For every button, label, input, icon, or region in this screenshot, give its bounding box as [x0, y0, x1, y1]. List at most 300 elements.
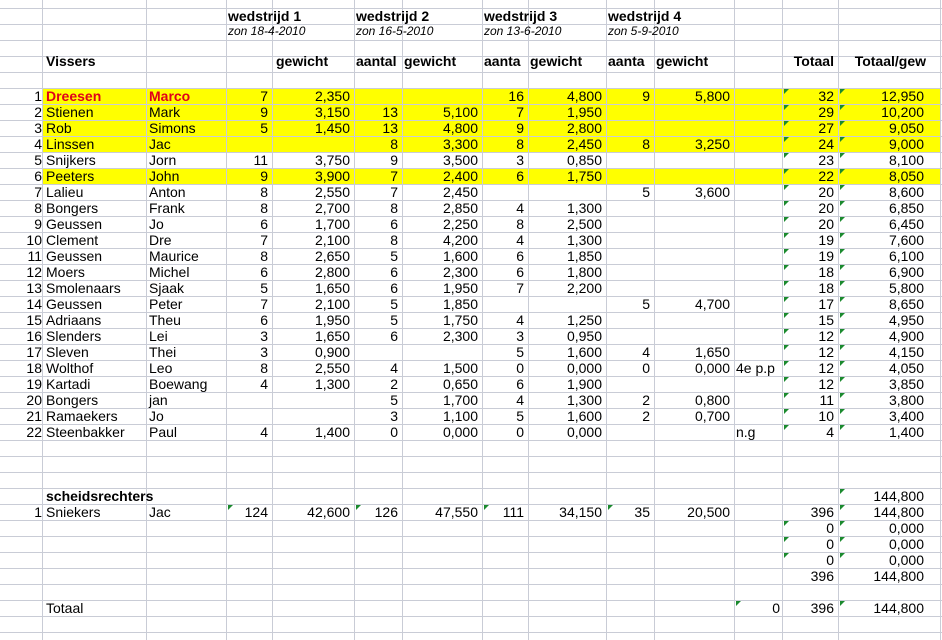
cell-g4[interactable] [654, 280, 730, 296]
cell-note[interactable] [736, 136, 782, 152]
cell-a2[interactable] [354, 344, 398, 360]
cell-totgew[interactable]: 5,800 [888, 280, 924, 296]
cell-first[interactable]: Dre [149, 232, 172, 248]
cell-a1[interactable]: 3 [260, 344, 268, 360]
cell-g3[interactable]: 2,450 [566, 136, 602, 152]
cell-a3[interactable]: 6 [516, 376, 524, 392]
cell-g2[interactable]: 1,100 [442, 408, 478, 424]
cell-g4[interactable] [654, 200, 730, 216]
cell-g3[interactable]: 1,600 [566, 408, 602, 424]
cell-a1[interactable]: 9 [260, 104, 268, 120]
cell-g3[interactable]: 34,150 [559, 504, 602, 520]
cell-nr[interactable]: 16 [26, 328, 42, 344]
weight-header-4[interactable]: gewicht [656, 53, 709, 69]
cell-g3[interactable]: 2,800 [566, 120, 602, 136]
cell-nr[interactable] [0, 520, 42, 536]
cell-g4[interactable]: 1,650 [694, 344, 730, 360]
match-3-title[interactable]: wedstrijd 3 [484, 8, 558, 24]
cell-a2[interactable]: 5 [390, 392, 398, 408]
cell-first[interactable]: Peter [149, 296, 183, 312]
cell-last[interactable]: Adriaans [46, 312, 102, 328]
cell-g3[interactable]: 1,300 [566, 200, 602, 216]
cell-totgew[interactable]: 0,000 [888, 552, 924, 568]
cell-note[interactable] [736, 344, 782, 360]
cell-tot[interactable]: 19 [818, 232, 834, 248]
cell-a2[interactable]: 5 [390, 296, 398, 312]
cell-a4[interactable] [606, 120, 650, 136]
cell-nr[interactable]: 3 [34, 120, 42, 136]
cell-a1[interactable] [226, 136, 268, 152]
cell-g2[interactable]: 47,550 [435, 504, 478, 520]
cell-totgew[interactable]: 0,000 [888, 536, 924, 552]
cell-first[interactable]: Leo [149, 360, 173, 376]
cell-a3[interactable]: 3 [516, 328, 524, 344]
cell-a2[interactable]: 5 [390, 248, 398, 264]
cell-note[interactable] [736, 264, 782, 280]
cell-totgew[interactable]: 3,800 [888, 392, 924, 408]
cell-nr[interactable] [0, 536, 42, 552]
cell-g3[interactable]: 4,800 [566, 88, 602, 104]
cell-tot[interactable]: 17 [818, 296, 834, 312]
cell-g4[interactable] [654, 552, 730, 568]
cell-g1[interactable] [272, 408, 350, 424]
cell-tot[interactable]: 12 [818, 344, 834, 360]
cell-note[interactable] [736, 232, 782, 248]
cell-tot[interactable]: 0 [826, 520, 834, 536]
cell-tot[interactable]: 24 [818, 136, 834, 152]
cell-g2[interactable] [402, 552, 478, 568]
cell-g2[interactable]: 3,300 [442, 136, 478, 152]
cell-tot[interactable]: 0 [826, 536, 834, 552]
cell-note[interactable] [736, 104, 782, 120]
cell-a2[interactable]: 9 [390, 152, 398, 168]
count-header-2[interactable]: aantal [356, 53, 397, 69]
cell-first[interactable]: Jac [149, 136, 171, 152]
cell-a2[interactable]: 8 [390, 232, 398, 248]
cell-nr[interactable]: 15 [26, 312, 42, 328]
count-header-3[interactable]: aanta [484, 53, 521, 69]
cell-note[interactable] [736, 376, 782, 392]
cell-first[interactable]: Marco [149, 88, 191, 104]
cell-a4[interactable]: 5 [642, 296, 650, 312]
cell-a4[interactable]: 5 [642, 184, 650, 200]
cell-first[interactable]: Mark [149, 104, 181, 120]
cell-nr[interactable]: 18 [26, 360, 42, 376]
cell-g2[interactable]: 2,300 [442, 264, 478, 280]
match-4-date[interactable]: zon 5-9-2010 [608, 24, 679, 38]
cell-a3[interactable] [482, 536, 524, 552]
cell-g3[interactable]: 0,000 [566, 360, 602, 376]
cell-last[interactable]: Snijkers [46, 152, 96, 168]
cell-a4[interactable] [606, 216, 650, 232]
cell-a1[interactable] [226, 552, 268, 568]
grand-total-label[interactable]: Totaal [46, 600, 84, 616]
cell-last[interactable]: Stienen [46, 104, 94, 120]
cell-a2[interactable]: 4 [390, 360, 398, 376]
cell-nr[interactable]: 20 [26, 392, 42, 408]
cell-totgew[interactable]: 4,950 [888, 312, 924, 328]
cell-last[interactable]: Linssen [46, 136, 95, 152]
cell-g3[interactable] [528, 296, 602, 312]
cell-last[interactable]: Smolenaars [46, 280, 121, 296]
grand-total-count[interactable]: 396 [810, 600, 834, 616]
cell-a1[interactable]: 7 [260, 88, 268, 104]
cell-g1[interactable]: 2,650 [314, 248, 350, 264]
cell-a2[interactable] [354, 88, 398, 104]
cell-tot[interactable]: 396 [810, 504, 834, 520]
cell-a2[interactable] [354, 552, 398, 568]
cell-a1[interactable]: 8 [260, 200, 268, 216]
cell-first[interactable]: Thei [149, 344, 177, 360]
cell-a1[interactable]: 5 [260, 120, 268, 136]
cell-totgew[interactable]: 8,050 [888, 168, 924, 184]
cell-tot[interactable]: 29 [818, 104, 834, 120]
cell-a4[interactable]: 2 [642, 408, 650, 424]
cell-a2[interactable]: 6 [390, 280, 398, 296]
cell-tot[interactable]: 15 [818, 312, 834, 328]
cell-totgew[interactable]: 1,400 [888, 424, 924, 440]
cell-a3[interactable]: 5 [516, 344, 524, 360]
cell-g2[interactable]: 1,600 [442, 248, 478, 264]
cell-a2[interactable]: 0 [390, 424, 398, 440]
cell-last[interactable]: Lalieu [46, 184, 84, 200]
cell-last[interactable]: Wolthof [46, 360, 94, 376]
cell-totgew[interactable]: 4,900 [888, 328, 924, 344]
cell-a3[interactable]: 8 [516, 216, 524, 232]
cell-first[interactable]: Maurice [149, 248, 199, 264]
cell-g1[interactable]: 1,450 [314, 120, 350, 136]
count-header-4[interactable]: aanta [608, 53, 645, 69]
cell-g3[interactable] [528, 536, 602, 552]
cell-totgew[interactable]: 6,850 [888, 200, 924, 216]
cell-g3[interactable]: 1,750 [566, 168, 602, 184]
cell-g4[interactable]: 3,250 [694, 136, 730, 152]
cell-first[interactable] [149, 552, 226, 568]
cell-g4[interactable] [654, 520, 730, 536]
cell-tot[interactable]: 22 [818, 168, 834, 184]
cell-totgew[interactable]: 6,100 [888, 248, 924, 264]
cell-nr[interactable]: 1 [34, 504, 42, 520]
cell-nr[interactable]: 17 [26, 344, 42, 360]
cell-a2[interactable]: 7 [390, 184, 398, 200]
cell-first[interactable]: John [149, 168, 180, 184]
cell-note[interactable] [736, 168, 782, 184]
cell-a2[interactable]: 2 [390, 376, 398, 392]
cell-a4[interactable]: 0 [642, 360, 650, 376]
cell-g3[interactable]: 0,950 [566, 328, 602, 344]
cell-last[interactable]: Geussen [46, 248, 103, 264]
cell-a3[interactable]: 16 [508, 88, 524, 104]
cell-last[interactable]: Clement [46, 232, 99, 248]
cell-g2[interactable]: 1,850 [442, 296, 478, 312]
cell-g4[interactable] [654, 536, 730, 552]
cell-totgew[interactable]: 12,950 [881, 88, 924, 104]
cell-g4[interactable] [654, 216, 730, 232]
cell-last[interactable]: Bongers [46, 200, 99, 216]
weight-header-1[interactable]: gewicht [276, 53, 329, 69]
cell-totgew[interactable]: 3,850 [888, 376, 924, 392]
cell-a4[interactable]: 9 [642, 88, 650, 104]
cell-g4[interactable]: 20,500 [687, 504, 730, 520]
cell-g3[interactable]: 2,500 [566, 216, 602, 232]
cell-g4[interactable]: 0,700 [694, 408, 730, 424]
grand-total-note-value[interactable]: 0 [772, 600, 780, 616]
cell-g4[interactable] [654, 312, 730, 328]
cell-g4[interactable]: 5,800 [694, 88, 730, 104]
cell-a2[interactable] [354, 536, 398, 552]
cell-g2[interactable]: 2,250 [442, 216, 478, 232]
cell-note[interactable] [736, 392, 782, 408]
cell-a4[interactable] [606, 328, 650, 344]
cell-g1[interactable]: 3,900 [314, 168, 350, 184]
cell-last[interactable]: Dreesen [46, 88, 102, 104]
cell-g2[interactable]: 2,400 [442, 168, 478, 184]
cell-tot[interactable]: 20 [818, 184, 834, 200]
cell-first[interactable]: Jo [149, 408, 164, 424]
cell-g1[interactable]: 2,100 [314, 296, 350, 312]
cell-a4[interactable] [606, 248, 650, 264]
cell-nr[interactable]: 7 [34, 184, 42, 200]
cell-a4[interactable] [606, 536, 650, 552]
cell-a3[interactable]: 111 [502, 504, 524, 520]
cell-a1[interactable] [226, 392, 268, 408]
anglers-header[interactable]: Vissers [46, 53, 96, 69]
cell-last[interactable]: Sniekers [46, 504, 101, 520]
cell-g1[interactable] [272, 136, 350, 152]
cell-a3[interactable]: 8 [516, 136, 524, 152]
cell-a4[interactable] [606, 520, 650, 536]
cell-a3[interactable] [482, 184, 524, 200]
cell-g2[interactable] [402, 344, 478, 360]
cell-last[interactable] [46, 520, 146, 536]
cell-totgew[interactable]: 7,600 [888, 232, 924, 248]
cell-a3[interactable]: 7 [516, 104, 524, 120]
cell-g4[interactable] [654, 232, 730, 248]
referees-subtotal-count[interactable]: 396 [810, 568, 834, 584]
cell-last[interactable]: Ramaekers [46, 408, 118, 424]
cell-a4[interactable] [606, 424, 650, 440]
cell-nr[interactable]: 11 [27, 248, 42, 264]
cell-a3[interactable]: 4 [516, 232, 524, 248]
cell-last[interactable] [46, 552, 146, 568]
cell-a4[interactable]: 4 [642, 344, 650, 360]
cell-g1[interactable]: 3,150 [314, 104, 350, 120]
cell-tot[interactable]: 20 [818, 216, 834, 232]
cell-a1[interactable]: 8 [260, 184, 268, 200]
cell-g3[interactable]: 1,850 [566, 248, 602, 264]
cell-g1[interactable]: 2,100 [314, 232, 350, 248]
cell-a1[interactable]: 9 [260, 168, 268, 184]
cell-a2[interactable]: 8 [390, 136, 398, 152]
cell-g3[interactable]: 1,800 [566, 264, 602, 280]
cell-nr[interactable]: 8 [34, 200, 42, 216]
cell-a1[interactable]: 4 [260, 424, 268, 440]
cell-g2[interactable]: 2,450 [442, 184, 478, 200]
cell-g4[interactable]: 4,700 [694, 296, 730, 312]
cell-a2[interactable]: 5 [390, 312, 398, 328]
cell-note[interactable] [736, 152, 782, 168]
cell-first[interactable]: jan [149, 392, 168, 408]
cell-a3[interactable]: 6 [516, 248, 524, 264]
cell-a4[interactable] [606, 552, 650, 568]
cell-nr[interactable]: 1 [34, 88, 42, 104]
cell-g4[interactable] [654, 424, 730, 440]
cell-totgew[interactable]: 4,150 [888, 344, 924, 360]
cell-a2[interactable]: 6 [390, 328, 398, 344]
cell-g2[interactable]: 2,850 [442, 200, 478, 216]
cell-note[interactable] [736, 200, 782, 216]
cell-tot[interactable]: 19 [818, 248, 834, 264]
cell-note[interactable] [736, 248, 782, 264]
cell-a1[interactable]: 4 [260, 376, 268, 392]
cell-last[interactable]: Peeters [46, 168, 95, 184]
cell-g3[interactable] [528, 184, 602, 200]
cell-tot[interactable]: 11 [819, 392, 834, 408]
cell-a1[interactable]: 124 [244, 504, 268, 520]
cell-g3[interactable] [528, 552, 602, 568]
cell-nr[interactable]: 4 [34, 136, 42, 152]
cell-nr[interactable]: 14 [26, 296, 42, 312]
cell-a1[interactable]: 7 [260, 296, 268, 312]
cell-first[interactable]: Boewang [149, 376, 208, 392]
cell-g3[interactable]: 2,200 [566, 280, 602, 296]
cell-last[interactable]: Kartadi [46, 376, 91, 392]
cell-note[interactable] [736, 184, 782, 200]
cell-totgew[interactable]: 8,600 [888, 184, 924, 200]
cell-a3[interactable] [482, 296, 524, 312]
cell-a1[interactable]: 6 [260, 264, 268, 280]
cell-note[interactable] [736, 216, 782, 232]
cell-g2[interactable]: 2,300 [442, 328, 478, 344]
cell-last[interactable] [46, 536, 146, 552]
cell-g4[interactable] [654, 376, 730, 392]
cell-a4[interactable]: 2 [642, 392, 650, 408]
referees-header[interactable]: scheidsrechters [46, 488, 154, 504]
cell-a1[interactable] [226, 536, 268, 552]
cell-a2[interactable]: 3 [390, 408, 398, 424]
cell-g3[interactable]: 0,000 [566, 424, 602, 440]
cell-totgew[interactable]: 3,400 [888, 408, 924, 424]
cell-totgew[interactable]: 4,050 [888, 360, 924, 376]
cell-g1[interactable]: 3,750 [314, 152, 350, 168]
cell-a2[interactable]: 6 [390, 216, 398, 232]
cell-g1[interactable]: 1,700 [314, 216, 350, 232]
cell-g2[interactable]: 4,800 [442, 120, 478, 136]
cell-first[interactable]: Simons [149, 120, 196, 136]
cell-a1[interactable]: 8 [260, 248, 268, 264]
weight-header-2[interactable]: gewicht [404, 53, 457, 69]
cell-a4[interactable] [606, 168, 650, 184]
cell-last[interactable]: Moers [46, 264, 85, 280]
cell-last[interactable]: Slenders [46, 328, 102, 344]
cell-a3[interactable]: 0 [516, 360, 524, 376]
cell-g2[interactable]: 1,700 [442, 392, 478, 408]
cell-g4[interactable] [654, 104, 730, 120]
cell-g4[interactable]: 0,800 [694, 392, 730, 408]
cell-a3[interactable]: 6 [516, 264, 524, 280]
cell-a4[interactable]: 35 [634, 504, 650, 520]
cell-first[interactable]: Jac [149, 504, 171, 520]
cell-tot[interactable]: 23 [818, 152, 834, 168]
cell-a2[interactable]: 7 [390, 168, 398, 184]
cell-a3[interactable]: 0 [516, 424, 524, 440]
cell-a3[interactable] [482, 520, 524, 536]
cell-note[interactable] [736, 408, 782, 424]
cell-nr[interactable]: 19 [26, 376, 42, 392]
cell-a3[interactable]: 7 [516, 280, 524, 296]
cell-a1[interactable]: 5 [260, 280, 268, 296]
cell-nr[interactable]: 12 [26, 264, 42, 280]
cell-note[interactable]: 4e p.p [736, 360, 775, 376]
cell-a4[interactable] [606, 200, 650, 216]
cell-note[interactable]: n.g [736, 424, 756, 440]
cell-nr[interactable]: 2 [34, 104, 42, 120]
cell-totgew[interactable]: 8,100 [888, 152, 924, 168]
cell-g1[interactable]: 2,550 [314, 184, 350, 200]
cell-nr[interactable]: 5 [34, 152, 42, 168]
cell-tot[interactable]: 27 [818, 120, 834, 136]
cell-g3[interactable]: 1,900 [566, 376, 602, 392]
cell-last[interactable]: Geussen [46, 296, 103, 312]
cell-tot[interactable]: 18 [818, 280, 834, 296]
cell-first[interactable]: Jo [149, 216, 164, 232]
cell-tot[interactable]: 18 [818, 264, 834, 280]
cell-last[interactable]: Geussen [46, 216, 103, 232]
cell-nr[interactable]: 6 [34, 168, 42, 184]
cell-last[interactable]: Rob [46, 120, 72, 136]
cell-last[interactable]: Bongers [46, 392, 99, 408]
cell-totgew[interactable]: 10,200 [881, 104, 924, 120]
cell-first[interactable]: Jorn [149, 152, 177, 168]
referees-header-total[interactable]: 144,800 [873, 488, 924, 504]
cell-a3[interactable] [482, 552, 524, 568]
cell-g2[interactable]: 1,950 [442, 280, 478, 296]
cell-a1[interactable]: 6 [260, 312, 268, 328]
cell-g3[interactable]: 0,850 [566, 152, 602, 168]
cell-tot[interactable]: 10 [818, 408, 834, 424]
cell-note[interactable] [736, 296, 782, 312]
cell-totgew[interactable]: 9,000 [888, 136, 924, 152]
cell-g1[interactable]: 2,700 [314, 200, 350, 216]
cell-a1[interactable] [226, 408, 268, 424]
cell-first[interactable]: Lei [149, 328, 168, 344]
total-header[interactable]: Totaal [793, 53, 834, 69]
cell-note[interactable] [736, 120, 782, 136]
cell-a4[interactable] [606, 232, 650, 248]
cell-a3[interactable]: 3 [516, 152, 524, 168]
cell-g1[interactable] [272, 536, 350, 552]
cell-totgew[interactable]: 8,650 [888, 296, 924, 312]
cell-a3[interactable]: 6 [516, 168, 524, 184]
cell-a4[interactable] [606, 280, 650, 296]
cell-last[interactable]: Sleven [46, 344, 89, 360]
match-1-title[interactable]: wedstrijd 1 [228, 8, 302, 24]
cell-first[interactable] [149, 520, 226, 536]
cell-first[interactable]: Michel [149, 264, 190, 280]
match-2-date[interactable]: zon 16-5-2010 [356, 24, 434, 38]
cell-g2[interactable]: 3,500 [442, 152, 478, 168]
grand-total-weight[interactable]: 144,800 [873, 600, 924, 616]
cell-nr[interactable]: 22 [26, 424, 42, 440]
cell-a1[interactable]: 6 [260, 216, 268, 232]
cell-a1[interactable]: 3 [260, 328, 268, 344]
cell-totgew[interactable]: 144,800 [873, 504, 924, 520]
cell-g1[interactable] [272, 392, 350, 408]
cell-a4[interactable] [606, 104, 650, 120]
cell-g2[interactable]: 0,650 [442, 376, 478, 392]
cell-g1[interactable]: 2,550 [314, 360, 350, 376]
cell-a1[interactable]: 8 [260, 360, 268, 376]
